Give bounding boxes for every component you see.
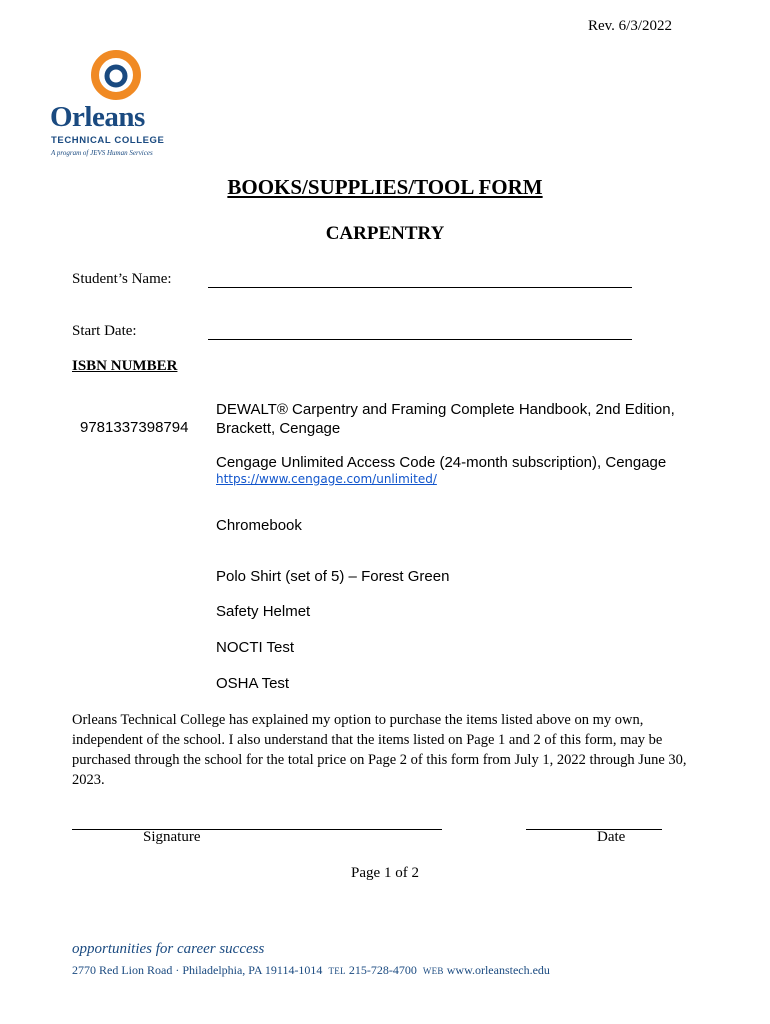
- item-nocti-test: NOCTI Test: [216, 639, 295, 656]
- date-field[interactable]: [526, 829, 662, 830]
- item-polo-shirt: Polo Shirt (set of 5) – Forest Green: [216, 568, 450, 585]
- item-osha-test: OSHA Test: [216, 675, 290, 692]
- signature-label: Signature: [143, 829, 201, 845]
- logo-subtitle: TECHNICAL COLLEGE: [51, 135, 165, 146]
- isbn-number: 9781337398794: [80, 419, 189, 436]
- start-date-label: Start Date:: [72, 323, 137, 339]
- footer-tagline: opportunities for career success: [72, 941, 265, 957]
- item-chromebook: Chromebook: [216, 517, 302, 534]
- page-number: Page 1 of 2: [351, 865, 419, 881]
- logo-program: A program of JEVS Human Services: [51, 149, 153, 157]
- isbn-heading: ISBN NUMBER: [72, 358, 178, 374]
- logo-ring-icon: [95, 54, 137, 96]
- cengage-link[interactable]: https://www.cengage.com/unlimited/: [216, 472, 437, 486]
- signature-field[interactable]: [72, 829, 442, 830]
- start-date-field[interactable]: [208, 339, 632, 340]
- item-safety-helmet: Safety Helmet: [216, 603, 311, 620]
- students-name-label: Student’s Name:: [72, 271, 172, 287]
- students-name-field[interactable]: [208, 287, 632, 288]
- item-cengage-unlimited: Cengage Unlimited Access Code (24-month subscription), Cengage: [216, 454, 667, 471]
- date-label: Date: [597, 829, 626, 845]
- form-subtitle: CARPENTRY: [325, 223, 445, 244]
- revision-date: Rev. 6/3/2022: [587, 18, 672, 34]
- footer-address: 2770 Red Lion Road · Philadelphia, PA 19114-1014 TEL 215-728-4700 WEB www.orleanstech.edu: [72, 963, 550, 977]
- item-handbook: DEWALT® Carpentry and Framing Complete Handbook, 2nd Edition, Brackett, Cengage: [216, 401, 675, 437]
- acknowledgement-paragraph: Orleans Technical College has explained my option to purchase the items listed above on my own, independent of the school. I also understand that the items listed on Page 1 and 2 of this form, may be purchased through the school for the total price on Page 2 of this form from July 1, 2022 through June 30, 2023.: [72, 712, 687, 788]
- logo-name: Orleans: [50, 101, 145, 133]
- form-title: BOOKS/SUPPLIES/TOOL FORM: [227, 175, 543, 199]
- logo-inner-ring-icon: [107, 67, 125, 85]
